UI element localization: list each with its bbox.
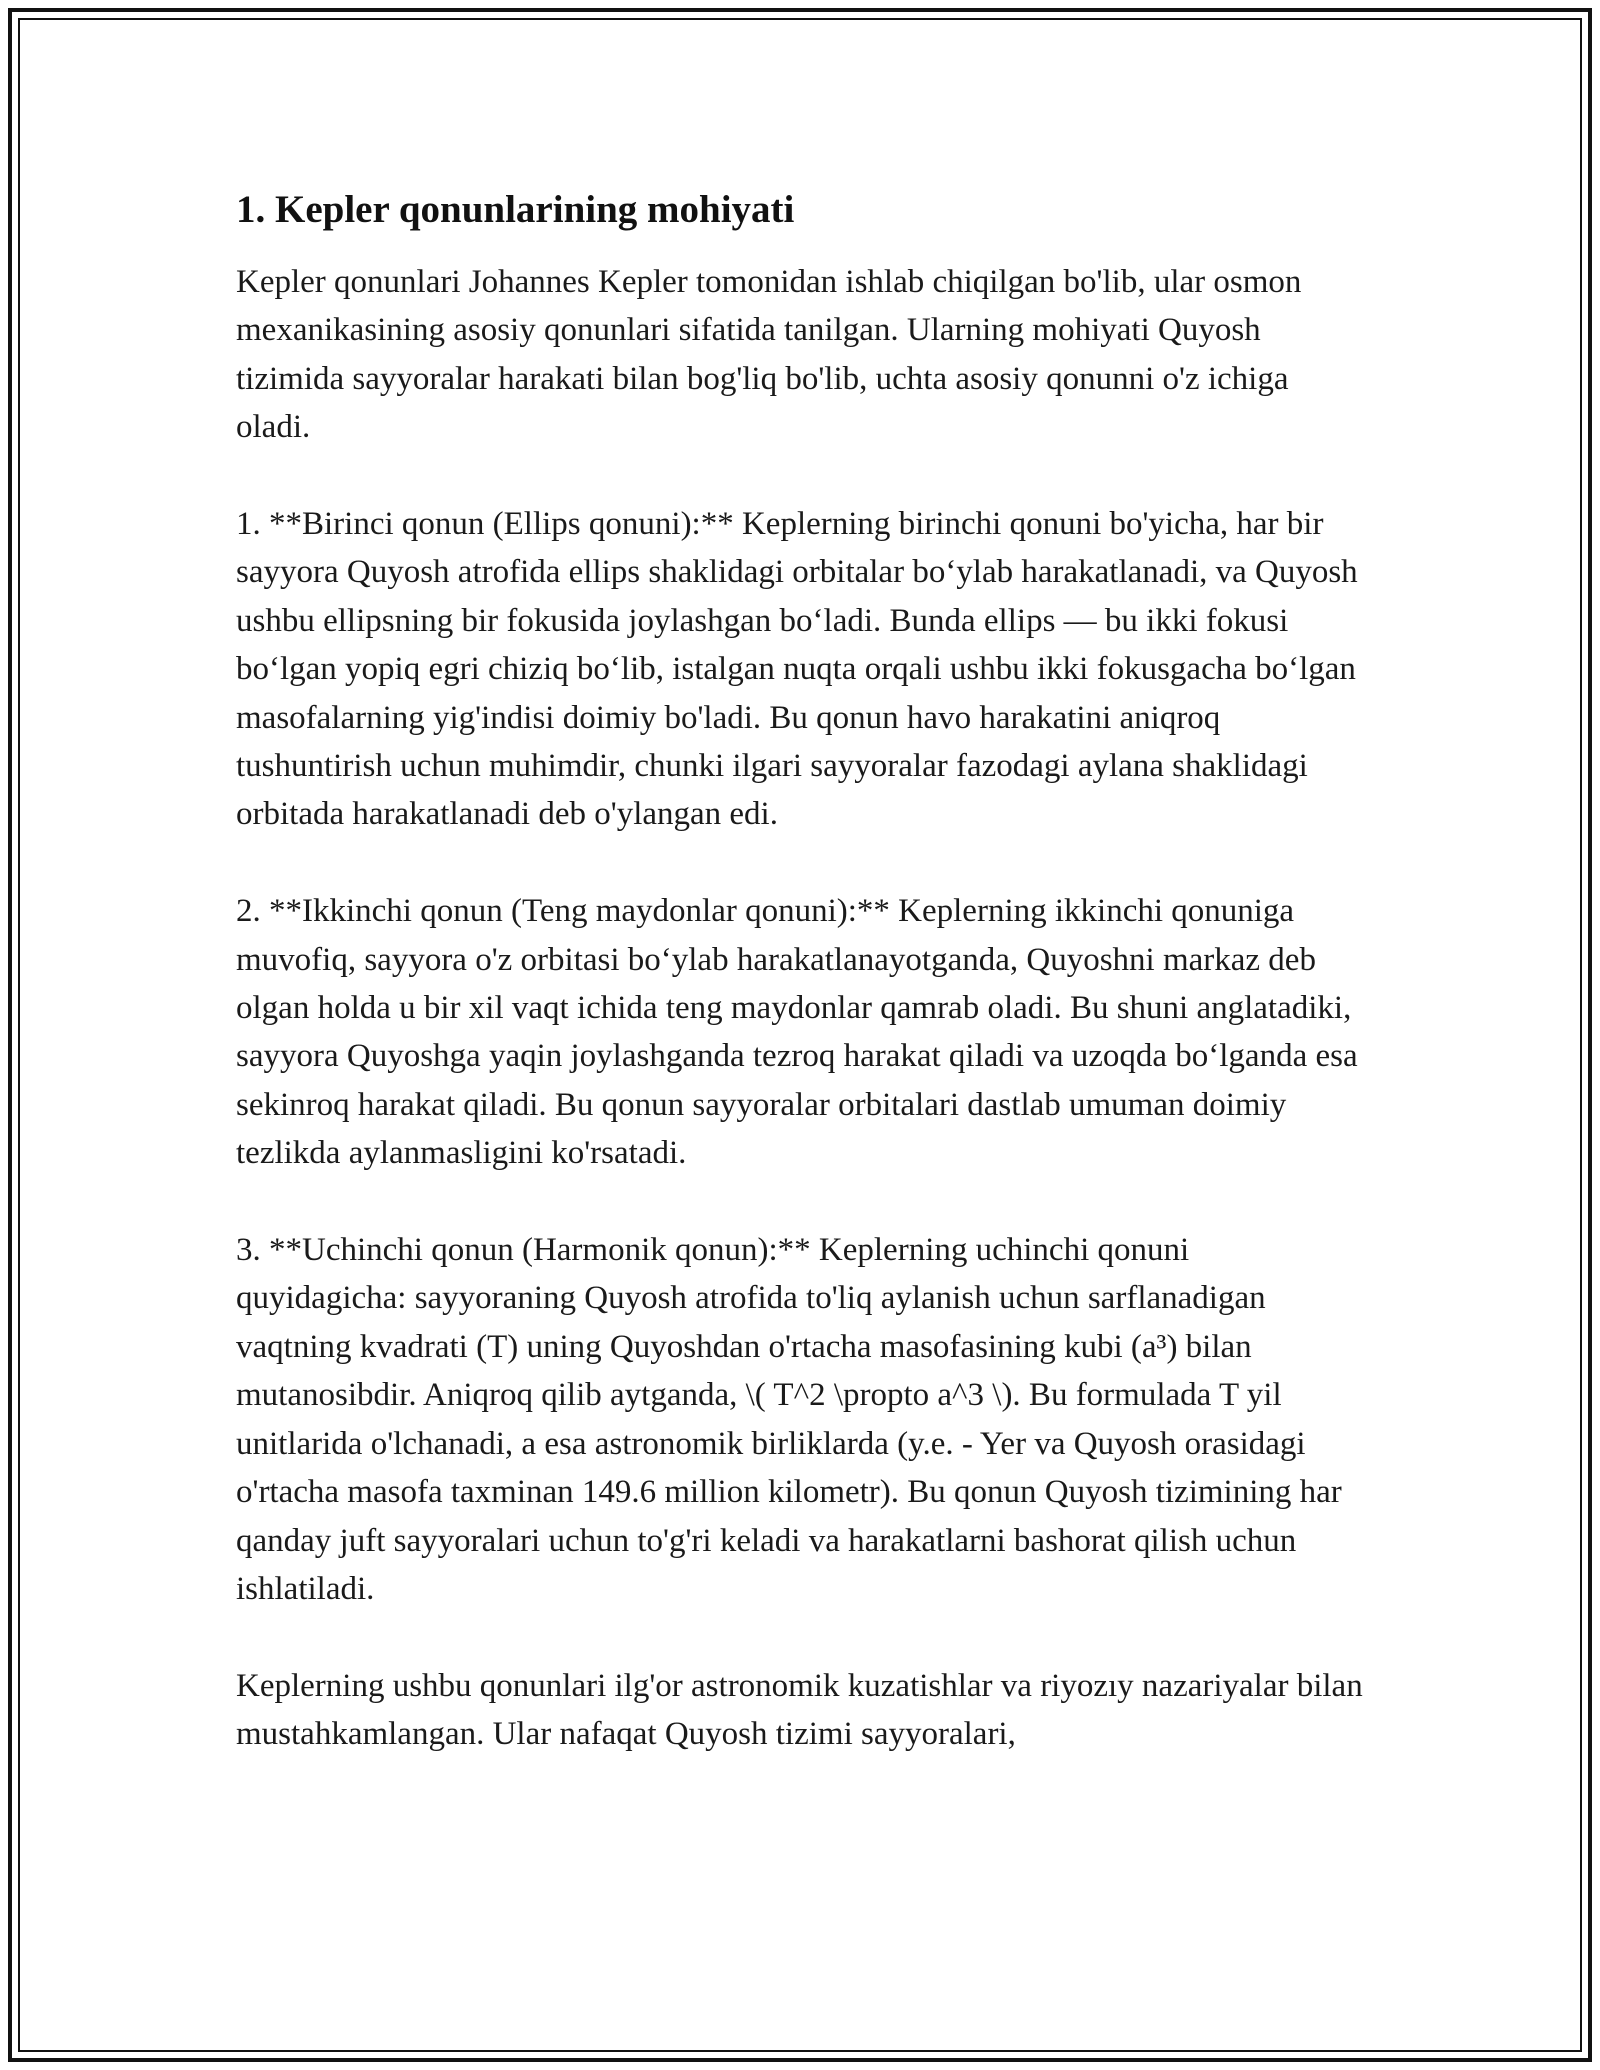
third-law-paragraph: 3. **Uchinchi qonun (Harmonik qonun):** Keplerning uchinchi qonuni quyidagicha: sayyoraning Quyosh atrofida to'liq aylanish uchun sarflanadigan vaqtning kvadrati (T) uning Quyoshdan o'rtacha masofasining kubi (a³) bilan mutanosibdir. Aniqroq qilib aytganda, \( T^2 \propto a^3 \). Bu formulada T yil unitlarida o'lchanadi, a esa astronomik birliklarda (y.e. - Yer va Quyosh orasidagi o'rtacha masofa taxminan 149.6 million kilometr). Bu qonun Quyosh tizimining har qanday juft sayyoralari uchun to'g'ri keladi va harakatlarni bashorat qilish uchun ishlatiladi. xyxy=(236,1232,1342,1607)
intro-paragraph: Kepler qonunlari Johannes Kepler tomonidan ishlab chiqilgan bo'lib, ular osmon mexanikasining asosiy qonunlari sifatida tanilgan. Ularning mohiyati Quyosh tizimida sayyoralar harakati bilan bog'liq bo'lib, uchta asosiy qonunni o'z ichiga oladi. xyxy=(236,264,1302,446)
document-body xyxy=(236,186,1366,1807)
closing-paragraph: Keplerning ushbu qonunlari ilg'or astronomik kuzatishlar va riyozıy nazariyalar bilan mustahkamlangan. Ular nafaqat Quyosh tizimi sayyoralari, xyxy=(236,1667,1363,1753)
second-law-paragraph: 2. **Ikkinchi qonun (Teng maydonlar qonuni):** Keplerning ikkinchi qonuniga muvofiq, sayyora o'z orbitasi bo‘ylab harakatlanayotganda, Quyoshni markaz deb olgan holda u bir xil vaqt ichida teng maydonlar qamrab oladi. Bu shuni anglatadiki, sayyora Quyoshga yaqin joylashganda tezroq harakat qiladi va uzoqda bo‘lganda esa sekinroq harakat qiladi. Bu qonun sayyoralar orbitalari dastlab umuman doimiy tezlikda aylanmasligini ko'rsatadi. xyxy=(236,893,1358,1172)
section-heading: 1. Kepler qonunlarining mohiyati xyxy=(236,188,795,231)
first-law-paragraph: 1. **Birinci qonun (Ellips qonuni):** Keplerning birinchi qonuni bo'yicha, har bir sayyora Quyosh atrofida ellips shaklidagi orbitalar bo‘ylab harakatlanadi, va Quyosh ushbu ellipsning bir fokusida joylashgan bo‘ladi. Bunda ellips — bu ikki fokusi bo‘lgan yopiq egri chiziq bo‘lib, istalgan nuqta orqali ushbu ikki fokusgacha bo‘lgan masofalarning yig'indisi doimiy bo'ladi. Bu qonun havo harakatini aniqroq tushuntirish uchun muhimdir, chunki ilgari sayyoralar fazodagi aylana shaklidagi orbitada harakatlanadi deb o'ylangan edi. xyxy=(236,506,1358,833)
